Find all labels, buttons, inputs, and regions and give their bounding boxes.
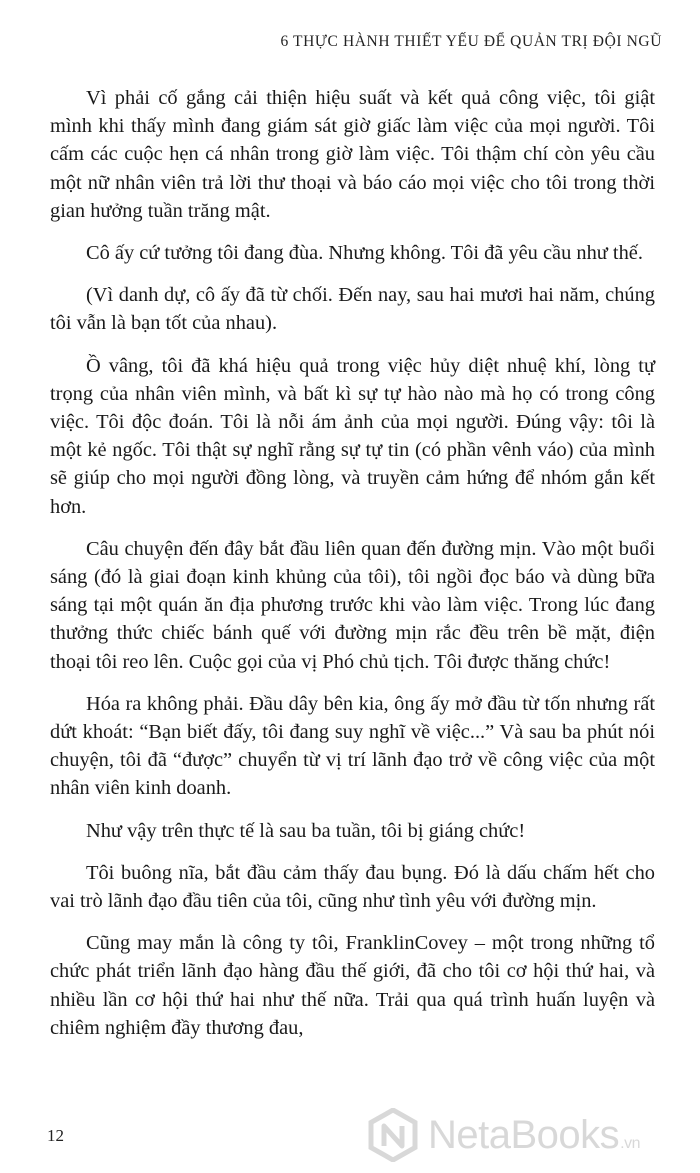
- page-number: 12: [47, 1126, 64, 1145]
- paragraph: Hóa ra không phải. Đầu dây bên kia, ông ấy mở đầu từ tốn nhưng rất dứt khoát: “Bạn biết đấy, tôi đang suy nghĩ về việc...” Và sau ba phút nói chuyện, tôi đã “được” chuyển từ vị trí lãnh đạo trở về công việc của một nhân viên kinh doanh.: [50, 692, 655, 800]
- paragraph: Cô ấy cứ tưởng tôi đang đùa. Nhưng không. Tôi đã yêu cầu như thế.: [86, 242, 643, 265]
- running-header: 6 THỰC HÀNH THIẾT YẾU ĐỂ QUẢN TRỊ ĐỘI NGŨ: [280, 33, 662, 50]
- body-text: [50, 84, 655, 1056]
- paragraph: Vì phải cố gắng cải thiện hiệu suất và kết quả công việc, tôi giật mình khi thấy mình đang giám sát giờ giấc làm việc của mọi người. Tôi cấm các cuộc hẹn cá nhân trong giờ làm việc. Tôi thậm chí còn yêu cầu một nữ nhân viên trả lời thư thoại và báo cáo mọi việc cho tôi trong thời gian hưởng tuần trăng mật.: [50, 87, 655, 222]
- paragraph: Như vậy trên thực tế là sau ba tuần, tôi bị giáng chức!: [86, 819, 526, 842]
- paragraph: Câu chuyện đến đây bắt đầu liên quan đến đường mịn. Vào một buổi sáng (đó là giai đoạn kinh khủng của tôi), tôi ngồi đọc báo và dùng bữa sáng tại một quán ăn địa phương trước khi vào làm việc. Trong lúc đang thưởng thức chiếc bánh quế với đường mịn rắc đều trên bề mặt, điện thoại tôi reo lên. Cuộc gọi của vị Phó chủ tịch. Tôi được thăng chức!: [50, 537, 655, 673]
- watermark: [366, 1108, 640, 1162]
- paragraph: Ồ vâng, tôi đã khá hiệu quả trong việc hủy diệt nhuệ khí, lòng tự trọng của nhân viên mình, và bất kì sự tự hào nào mà họ có trong công việc. Tôi độc đoán. Tôi là nỗi ám ảnh của mọi người. Đúng vậy: tôi là một kẻ ngốc. Tôi thật sự nghĩ rằng sự tự tin (có phần vênh váo) của mình sẽ giúp cho mọi người đồng lòng, và truyền cảm hứng để nhóm gắn kết hơn.: [50, 354, 655, 518]
- watermark-suffix: .vn: [620, 1134, 641, 1152]
- watermark-brand-name: NetaBooks: [428, 1112, 620, 1157]
- paragraph: (Vì danh dự, cô ấy đã từ chối. Đến nay, sau hai mươi hai năm, chúng tôi vẫn là bạn tốt của nhau).: [50, 284, 655, 335]
- paragraph: Tôi buông nĩa, bắt đầu cảm thấy đau bụng. Đó là dấu chấm hết cho vai trò lãnh đạo đầu tiên của tôi, cũng như tình yêu với đường mịn.: [50, 861, 655, 913]
- paragraph: Cũng may mắn là công ty tôi, FranklinCovey – một trong những tổ chức phát triển lãnh đạo hàng đầu thế giới, đã cho tôi cơ hội thứ hai, và nhiều lần cơ hội thứ hai như thế nữa. Trải qua quá trình huấn luyện và chiêm nghiệm đầy thương đau,: [50, 932, 655, 1039]
- netabooks-logo-icon: [366, 1108, 420, 1162]
- watermark-brand: [428, 1113, 640, 1158]
